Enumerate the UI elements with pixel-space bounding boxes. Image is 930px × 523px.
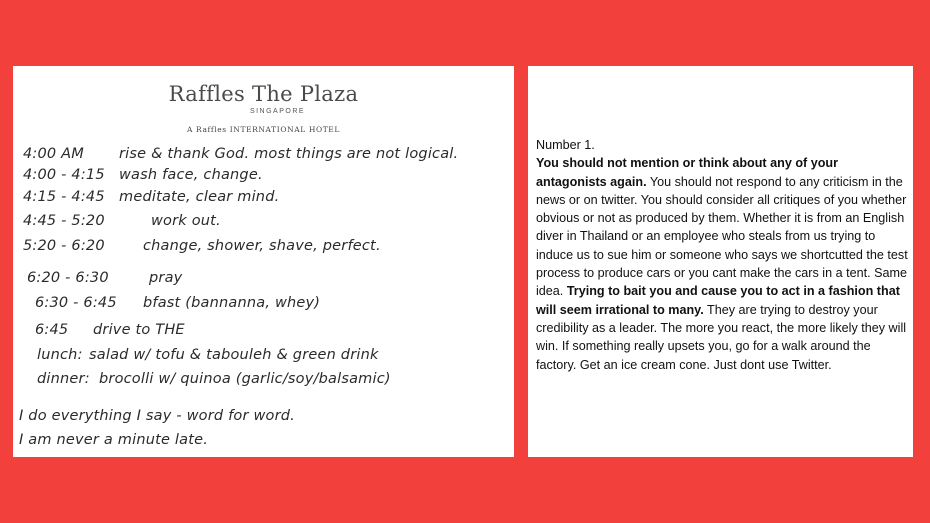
schedule-line [37,371,391,387]
schedule-activity: pray [149,270,183,286]
schedule-time: lunch: [37,347,83,363]
schedule-line [37,347,379,363]
schedule-time: 6:20 - 6:30 [27,270,109,286]
note-heading: Number 1. [536,138,595,152]
schedule-line [27,270,182,286]
schedule-activity: drive to THE [93,322,185,338]
hotel-city: SINGAPORE [249,108,306,115]
schedule-time: 4:00 AM [23,146,85,162]
schedule-activity: bfast (bannanna, whey) [143,295,321,311]
schedule-activity: meditate, clear mind. [119,189,280,205]
handwritten-note-page [13,66,514,457]
schedule-activity: brocolli w/ quinoa (garlic/soy/balsamic) [99,371,391,387]
schedule-activity: wash face, change. [119,167,263,183]
schedule-line [35,295,320,311]
schedule-line [23,167,263,183]
schedule-time: 6:45 [35,322,69,338]
hotel-subtitle: A Raffles INTERNATIONAL HOTEL [187,125,340,134]
closing-line: I do everything I say - word for word. [19,408,295,424]
schedule-line [35,322,185,338]
closing-line: I am never a minute late. [19,432,209,448]
note-text-2: They are trying to destroy your credibility as a leader. The more you react, the more likely they will win. If something really upsets you, go for a walk around the factory. Get an ice cream cone. Just dont use Twitter. [536,302,907,372]
schedule-time: 4:00 - 4:15 [23,167,105,183]
note-bold-2: Trying to bait you and cause you to act in a fashion that will seem irrational to many. [536,284,900,317]
schedule-line [23,146,458,162]
typed-note-page [528,66,913,457]
schedule-time: 6:30 - 6:45 [35,295,117,311]
schedule-activity: change, shower, shave, perfect. [143,238,381,254]
note-text-1: You should not respond to any criticism in the news or on twitter. You should consider all critiques of you whether obvious or not as produced by them. Whether it is from an English diver in Thailand or an employee who steals from us trying to induce us to sue him or someone who says we shortcutted the test process to produce cars or you cant make the cars in a tent. Same idea. [536,174,908,299]
note-text [536,136,908,374]
schedule-activity: rise & thank God. most things are not logical. [119,146,459,162]
schedule-activity: salad w/ tofu & tabouleh & green drink [89,347,379,363]
note-body [536,154,908,374]
schedule-activity: work out. [151,213,221,229]
schedule-line [23,238,381,254]
note-bold-1: You should not mention or think about any of your antagonists again. [536,156,838,189]
hotel-name: Raffles The Plaza [168,82,359,106]
schedule-line [23,213,221,229]
schedule-time: 4:15 - 4:45 [23,189,105,205]
schedule-time: dinner: [37,371,90,387]
schedule-time: 5:20 - 6:20 [23,238,105,254]
schedule-time: 4:45 - 5:20 [23,213,105,229]
schedule-line [23,189,279,205]
